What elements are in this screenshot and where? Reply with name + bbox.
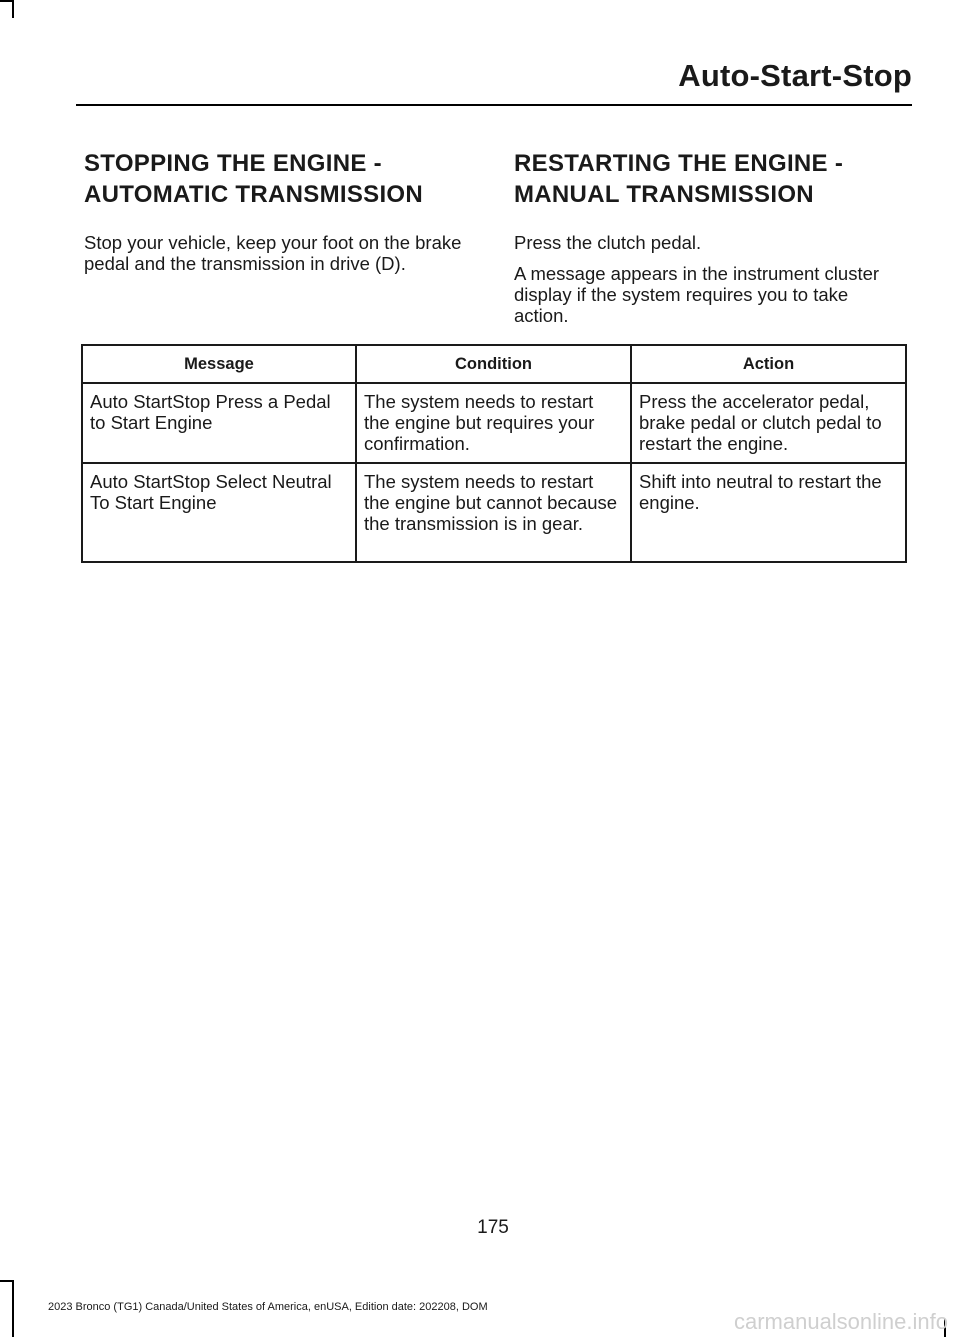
footer-edition-text: 2023 Bronco (TG1) Canada/United States of America, enUSA, Edition date: 202208, DOM <box>48 1301 488 1313</box>
heading-line: AUTOMATIC TRANSMISSION <box>84 181 424 208</box>
body-paragraph: Press the clutch pedal. <box>514 232 702 253</box>
body-paragraph: A message appears in the instrument cluster display if the system requires you to take action. <box>514 263 880 326</box>
table-cell-message: Auto StartStop Select Neutral To Start Engine <box>82 463 356 562</box>
heading-line: STOPPING THE ENGINE - <box>84 150 382 177</box>
page-number: 175 <box>477 1217 509 1238</box>
watermark: carmanualsonline.info <box>733 1309 948 1334</box>
table-cell-action: Press the accelerator pedal, brake pedal or clutch pedal to restart the engine. <box>631 383 906 463</box>
heading-line: MANUAL TRANSMISSION <box>514 181 814 208</box>
section-heading-restarting <box>514 148 906 210</box>
table-cell-condition: The system needs to restart the engine but cannot because the transmission is in gear. <box>356 463 631 562</box>
column-header-action: Action <box>631 345 906 383</box>
body-paragraph: Stop your vehicle, keep your foot on the brake pedal and the transmission in drive (D). <box>84 232 462 274</box>
left-section <box>84 148 476 284</box>
message-table <box>81 344 907 563</box>
table-cell-condition: The system needs to restart the engine but requires your confirmation. <box>356 383 631 463</box>
table-row <box>82 383 906 463</box>
crop-mark-bottom-left <box>12 1280 14 1337</box>
section-heading-stopping <box>84 148 476 210</box>
crop-mark-top-left-vertical <box>12 0 14 18</box>
right-section <box>514 148 906 336</box>
table-cell-action: Shift into neutral to restart the engine. <box>631 463 906 562</box>
table-row <box>82 463 906 562</box>
table-header-row <box>82 345 906 383</box>
heading-line: RESTARTING THE ENGINE - <box>514 150 844 177</box>
crop-mark-bottom-left-horizontal <box>0 1280 14 1282</box>
column-header-condition: Condition <box>356 345 631 383</box>
column-header-message: Message <box>82 345 356 383</box>
table-cell-message: Auto StartStop Press a Pedal to Start Engine <box>82 383 356 463</box>
page-title: Auto-Start-Stop <box>678 58 912 93</box>
header-divider <box>76 104 912 106</box>
